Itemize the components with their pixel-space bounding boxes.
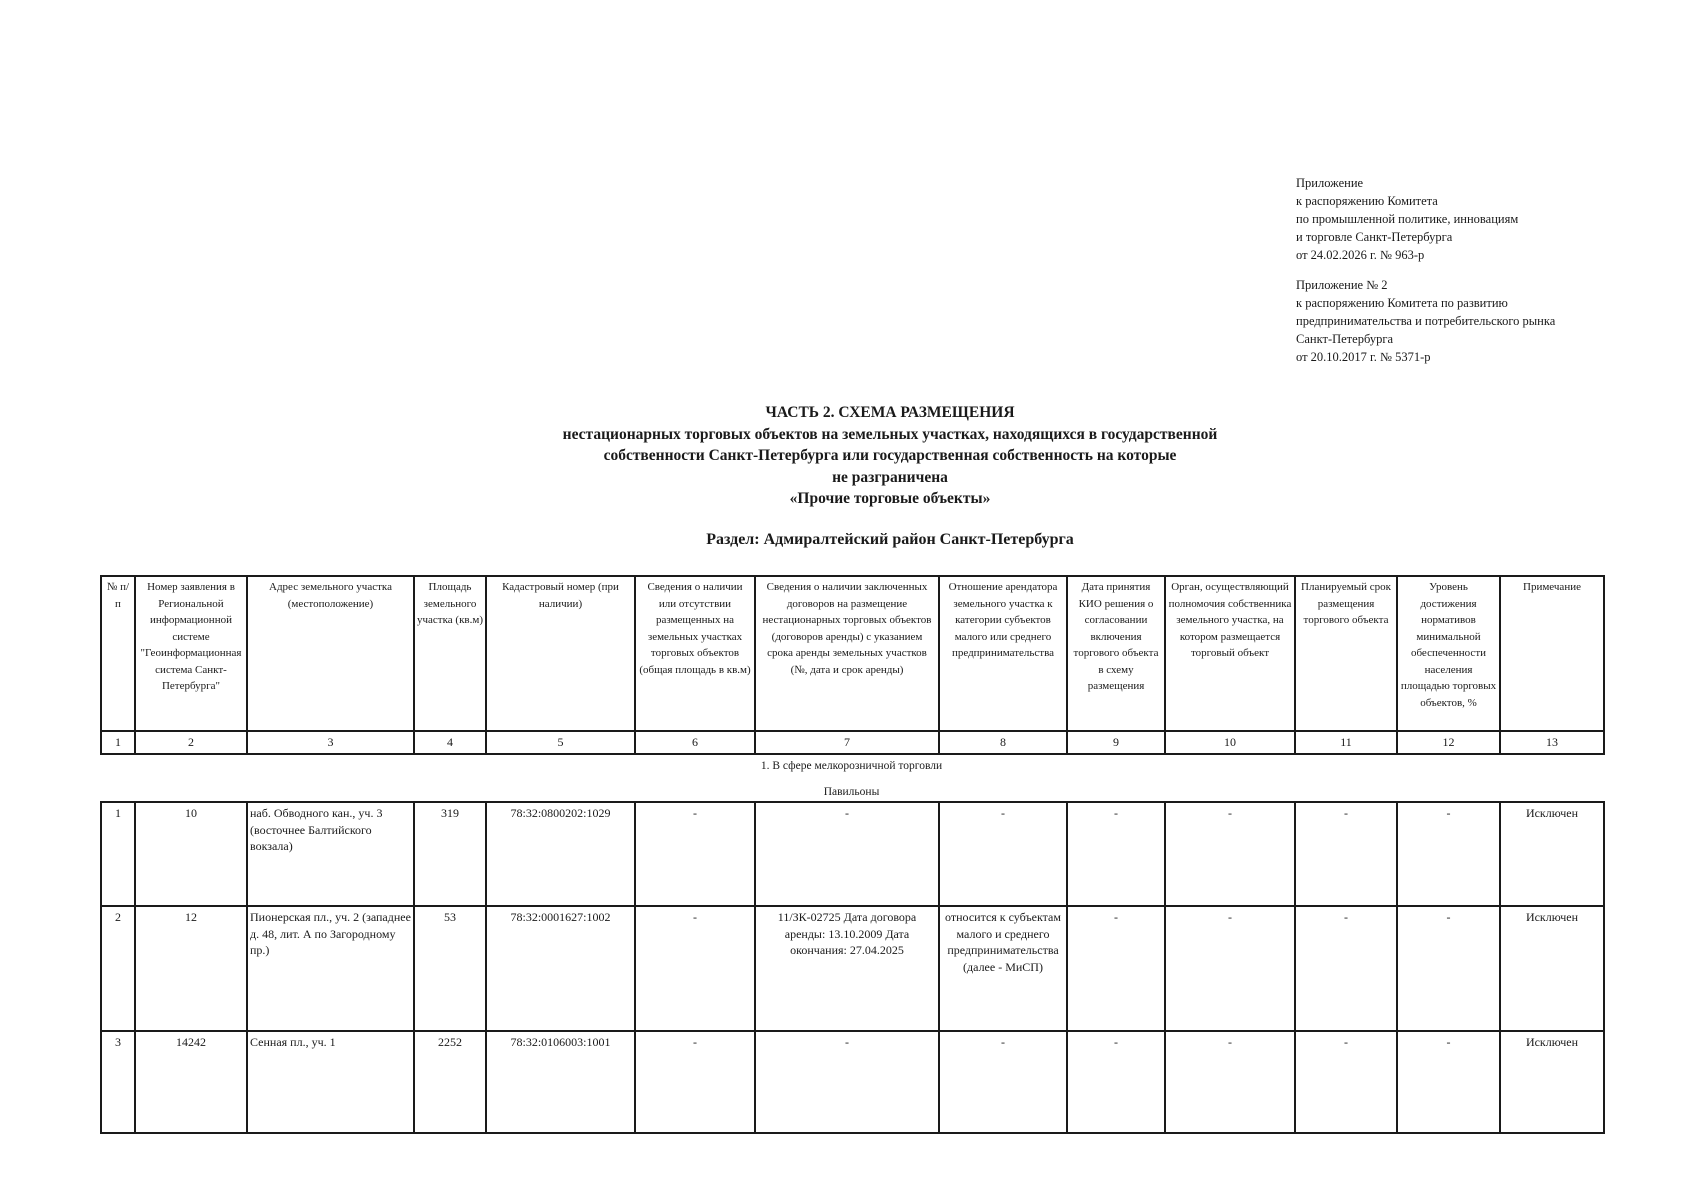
header-cell-area: Площадь земельного участка (кв.м): [414, 576, 486, 731]
header-cell-contracts: Сведения о наличии заключенных договоров на размещение нестационарных торговых объектов (договоров аренды) с указанием срока аренды земельных участков (№, дата и срок аренды): [755, 576, 939, 731]
header-cell-address: Адрес земельного участка (местоположение): [247, 576, 414, 731]
header-cell-sme: Отношение арендатора земельного участка к категории субъектов малого или среднего предпринимательства: [939, 576, 1067, 731]
cell-application: 12: [135, 906, 247, 1031]
cell-sme: -: [939, 1031, 1067, 1133]
header-cell-cadastral: Кадастровый номер (при наличии): [486, 576, 635, 731]
column-number: 9: [1067, 731, 1165, 754]
cell-contracts: 11/ЗК-02725 Дата договора аренды: 13.10.2009 Дата окончания: 27.04.2025: [755, 906, 939, 1031]
table-row: [101, 906, 1604, 1031]
cell-area: 2252: [414, 1031, 486, 1133]
cell-cadastral: 78:32:0800202:1029: [486, 802, 635, 906]
column-number: 5: [486, 731, 635, 754]
cell-sme: -: [939, 802, 1067, 906]
appendix-block-1: [1296, 174, 1626, 264]
header-cell-objects: Сведения о наличии или отсутствии размещенных на земельных участках торговых объектов (общая площадь в кв.м): [635, 576, 755, 731]
cell-level: -: [1397, 906, 1500, 1031]
appendix-line: предпринимательства и потребительского рынка: [1296, 314, 1556, 328]
table-row: [101, 1031, 1604, 1133]
appendix-line: от 20.10.2017 г. № 5371-р: [1296, 350, 1431, 364]
cell-address: Пионерская пл., уч. 2 (западнее д. 48, лит. А по Загородному пр.): [247, 906, 414, 1031]
cell-objects: -: [635, 906, 755, 1031]
title-line: «Прочие торговые объекты»: [789, 490, 991, 507]
cell-objects: -: [635, 802, 755, 906]
header-cell-kio-date: Дата принятия КИО решения о согласовании включения торгового объекта в схему размещения: [1067, 576, 1165, 731]
header-cell-application: Номер заявления в Региональной информационной системе "Геоинформационная система Санкт-Петербурга": [135, 576, 247, 731]
column-number: 12: [1397, 731, 1500, 754]
subcategory-label: Павильоны: [823, 786, 880, 798]
cell-note: Исключен: [1500, 1031, 1604, 1133]
column-number: 1: [101, 731, 135, 754]
cell-authority: -: [1165, 1031, 1295, 1133]
title-line: не разграничена: [832, 468, 948, 486]
header-cell-note: Примечание: [1500, 576, 1604, 731]
cell-term: -: [1295, 906, 1397, 1031]
cell-term: -: [1295, 802, 1397, 906]
cell-application: 14242: [135, 1031, 247, 1133]
column-number: 13: [1500, 731, 1604, 754]
cell-address: Сенная пл., уч. 1: [247, 1031, 414, 1133]
appendix-line: и торговле Санкт-Петербурга: [1296, 230, 1453, 244]
appendix-line: от 24.02.2026 г. № 963-р: [1296, 248, 1425, 262]
title-line: нестационарных торговых объектов на земельных участках, находящихся в государственной: [562, 425, 1218, 443]
category-label: 1. В сфере мелкорозничной торговли: [760, 760, 943, 772]
column-number: 11: [1295, 731, 1397, 754]
column-number: 4: [414, 731, 486, 754]
column-number: 6: [635, 731, 755, 754]
cell-kio-date: -: [1067, 906, 1165, 1031]
header-cell-level: Уровень достижения нормативов минимальной обеспеченности населения площадью торговых объектов, %: [1397, 576, 1500, 731]
section-title: Раздел: Адмиралтейский район Санкт-Петербурга: [706, 531, 1074, 548]
cell-term: -: [1295, 1031, 1397, 1133]
cell-address: наб. Обводного кан., уч. 3 (восточнее Балтийского вокзала): [247, 802, 414, 906]
data-table: [100, 801, 1605, 1134]
cell-kio-date: -: [1067, 1031, 1165, 1133]
cell-authority: -: [1165, 802, 1295, 906]
header-cell-num: № п/п: [101, 576, 135, 731]
cell-note: Исключен: [1500, 906, 1604, 1031]
column-number: 3: [247, 731, 414, 754]
title-line: собственности Санкт-Петербурга или государственная собственность на которые: [603, 447, 1177, 464]
cell-level: -: [1397, 1031, 1500, 1133]
column-number: 7: [755, 731, 939, 754]
appendix-line: Санкт-Петербурга: [1296, 332, 1394, 346]
appendix-line: к распоряжению Комитета: [1296, 194, 1438, 208]
cell-sme: относится к субъектам малого и среднего предпринимательства (далее - МиСП): [939, 906, 1067, 1031]
cell-level: -: [1397, 802, 1500, 906]
table-header: [100, 575, 1605, 755]
cell-objects: -: [635, 1031, 755, 1133]
title-line: ЧАСТЬ 2. СХЕМА РАЗМЕЩЕНИЯ: [765, 404, 1015, 421]
cell-area: 53: [414, 906, 486, 1031]
column-number: 8: [939, 731, 1067, 754]
cell-cadastral: 78:32:0106003:1001: [486, 1031, 635, 1133]
column-number: 10: [1165, 731, 1295, 754]
cell-kio-date: -: [1067, 802, 1165, 906]
cell-authority: -: [1165, 906, 1295, 1031]
cell-contracts: -: [755, 1031, 939, 1133]
header-cell-authority: Орган, осуществляющий полномочия собственника земельного участка, на котором размещается торговый объект: [1165, 576, 1295, 731]
document-title: [380, 402, 1400, 510]
appendix-line: по промышленной политике, инновациям: [1296, 212, 1519, 226]
appendix-line: Приложение: [1296, 176, 1364, 190]
cell-note: Исключен: [1500, 802, 1604, 906]
appendix-line: к распоряжению Комитета по развитию: [1296, 296, 1508, 310]
header-cell-term: Планируемый срок размещения торгового объекта: [1295, 576, 1397, 731]
column-number: 2: [135, 731, 247, 754]
cell-cadastral: 78:32:0001627:1002: [486, 906, 635, 1031]
appendix-line: Приложение № 2: [1296, 278, 1388, 292]
cell-area: 319: [414, 802, 486, 906]
cell-num: 2: [101, 906, 135, 1031]
cell-num: 3: [101, 1031, 135, 1133]
cell-contracts: -: [755, 802, 939, 906]
table-row: [101, 802, 1604, 906]
cell-num: 1: [101, 802, 135, 906]
cell-application: 10: [135, 802, 247, 906]
appendix-block-2: [1296, 276, 1626, 366]
